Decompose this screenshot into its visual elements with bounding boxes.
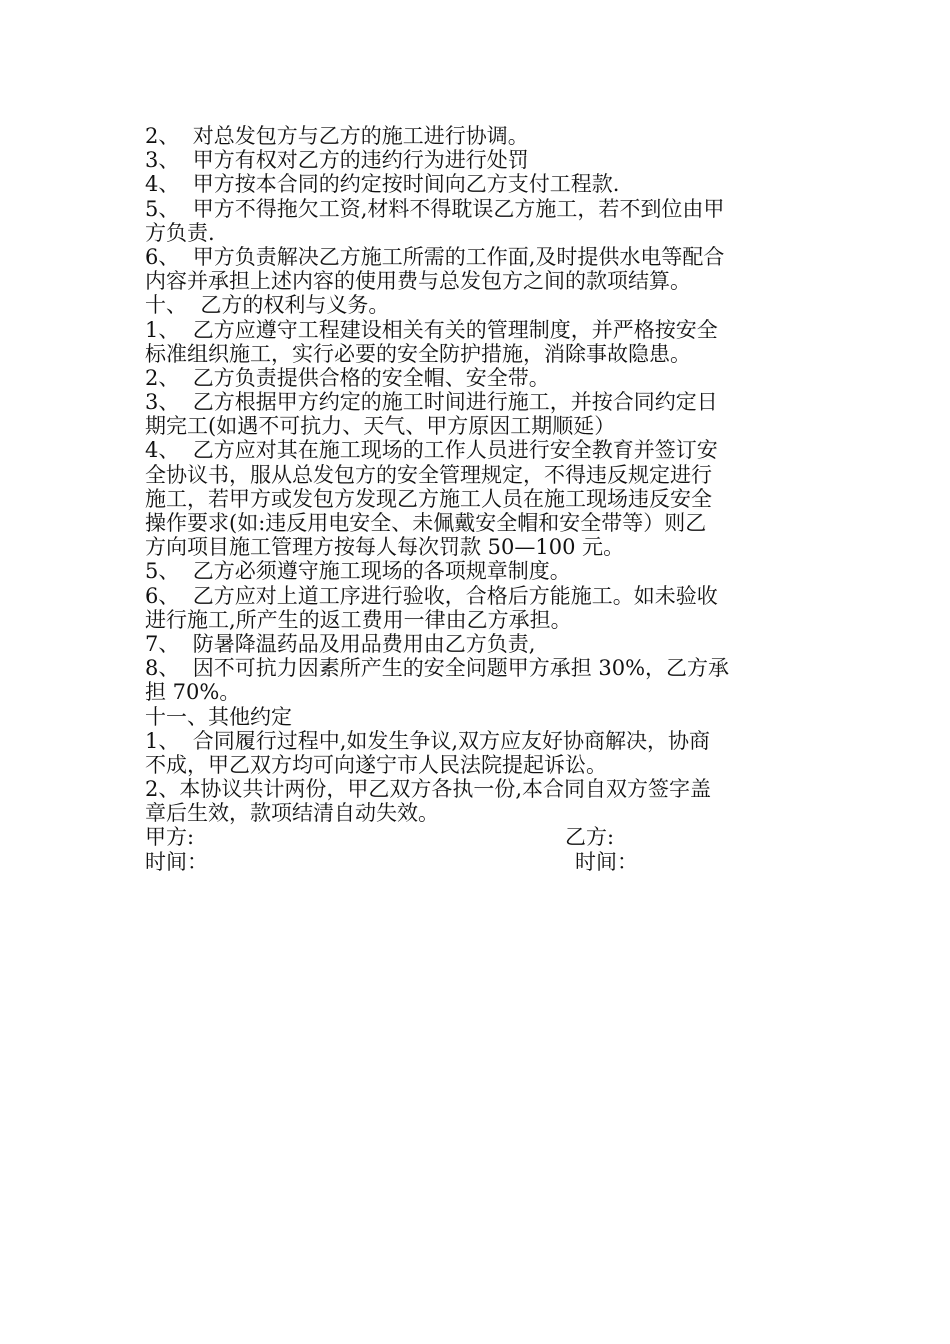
clause-line: 7、 防暑降温药品及用品费用由乙方负责, xyxy=(145,631,536,656)
clause-line: 2、本协议共计两份，甲乙双方各执一份,本合同自双方签字盖 xyxy=(145,777,712,802)
section-heading: 十一、其他约定 xyxy=(145,704,292,729)
party-a-label: 甲方: xyxy=(145,825,195,850)
section-heading: 十、 乙方的权利与义务。 xyxy=(145,293,390,318)
clause-line: 章后生效，款项结清自动失效。 xyxy=(145,801,439,826)
contract-body xyxy=(145,124,807,874)
time-b-label: 时间： xyxy=(575,849,638,874)
clause-line: 1、 乙方应遵守工程建设相关有关的管理制度，并严格按安全 xyxy=(145,317,718,342)
clause-line: 4、 甲方按本合同的约定按时间向乙方支付工程款. xyxy=(145,172,620,197)
clause-line: 3、 乙方根据甲方约定的施工时间进行施工，并按合同约定日 xyxy=(145,390,718,415)
clause-line: 期完工(如遇不可抗力、天气、甲方原因工期顺延） xyxy=(145,414,616,439)
party-b-label: 乙方: xyxy=(565,825,615,850)
clause-line: 2、 对总发包方与乙方的施工进行协调。 xyxy=(145,124,529,148)
clause-line: 5、 甲方不得拖欠工资,材料不得耽误乙方施工，若不到位由甲 xyxy=(145,196,725,221)
clause-line: 4、 乙方应对其在施工现场的工作人员进行安全教育并签订安 xyxy=(145,438,718,463)
signature-row-time xyxy=(145,850,807,874)
clause-line: 1、 合同履行过程中,如发生争议,双方应友好协商解决，协商 xyxy=(145,728,711,753)
clause-line: 3、 甲方有权对乙方的违约行为进行处罚 xyxy=(145,148,529,173)
clause-line: 8、 因不可抗力因素所产生的安全问题甲方承担 30%，乙方承 xyxy=(145,656,730,681)
clause-line: 担 70%。 xyxy=(145,680,241,705)
clause-line: 方向项目施工管理方按每人每次罚款 50—100 元。 xyxy=(145,535,625,560)
clause-line: 6、 乙方应对上道工序进行验收，合格后方能施工。如未验收 xyxy=(145,583,718,608)
clause-line: 标准组织施工，实行必要的安全防护措施，消除事故隐患。 xyxy=(145,341,691,366)
clause-line: 操作要求(如:违反用电安全、未佩戴安全帽和安全带等）则乙 xyxy=(145,511,707,535)
clause-line: 进行施工,所产生的返工费用一律由乙方承担。 xyxy=(145,607,572,632)
clause-line: 方负责. xyxy=(145,220,215,245)
clause-line: 2、 乙方负责提供合格的安全帽、安全带。 xyxy=(145,365,550,390)
clause-line: 5、 乙方必须遵守施工现场的各项规章制度。 xyxy=(145,559,571,584)
time-a-label: 时间： xyxy=(145,849,208,874)
clause-line: 施工，若甲方或发包方发现乙方施工人员在施工现场违反安全 xyxy=(145,486,712,511)
clause-line: 全协议书，服从总发包方的安全管理规定，不得违反规定进行 xyxy=(145,462,712,487)
signature-row-party xyxy=(145,825,807,849)
clause-line: 内容并承担上述内容的使用费与总发包方之间的款项结算。 xyxy=(145,269,691,294)
clause-line: 6、 甲方负责解决乙方施工所需的工作面,及时提供水电等配合 xyxy=(145,244,725,269)
clause-line: 不成，甲乙双方均可向遂宁市人民法院提起诉讼。 xyxy=(145,752,607,777)
